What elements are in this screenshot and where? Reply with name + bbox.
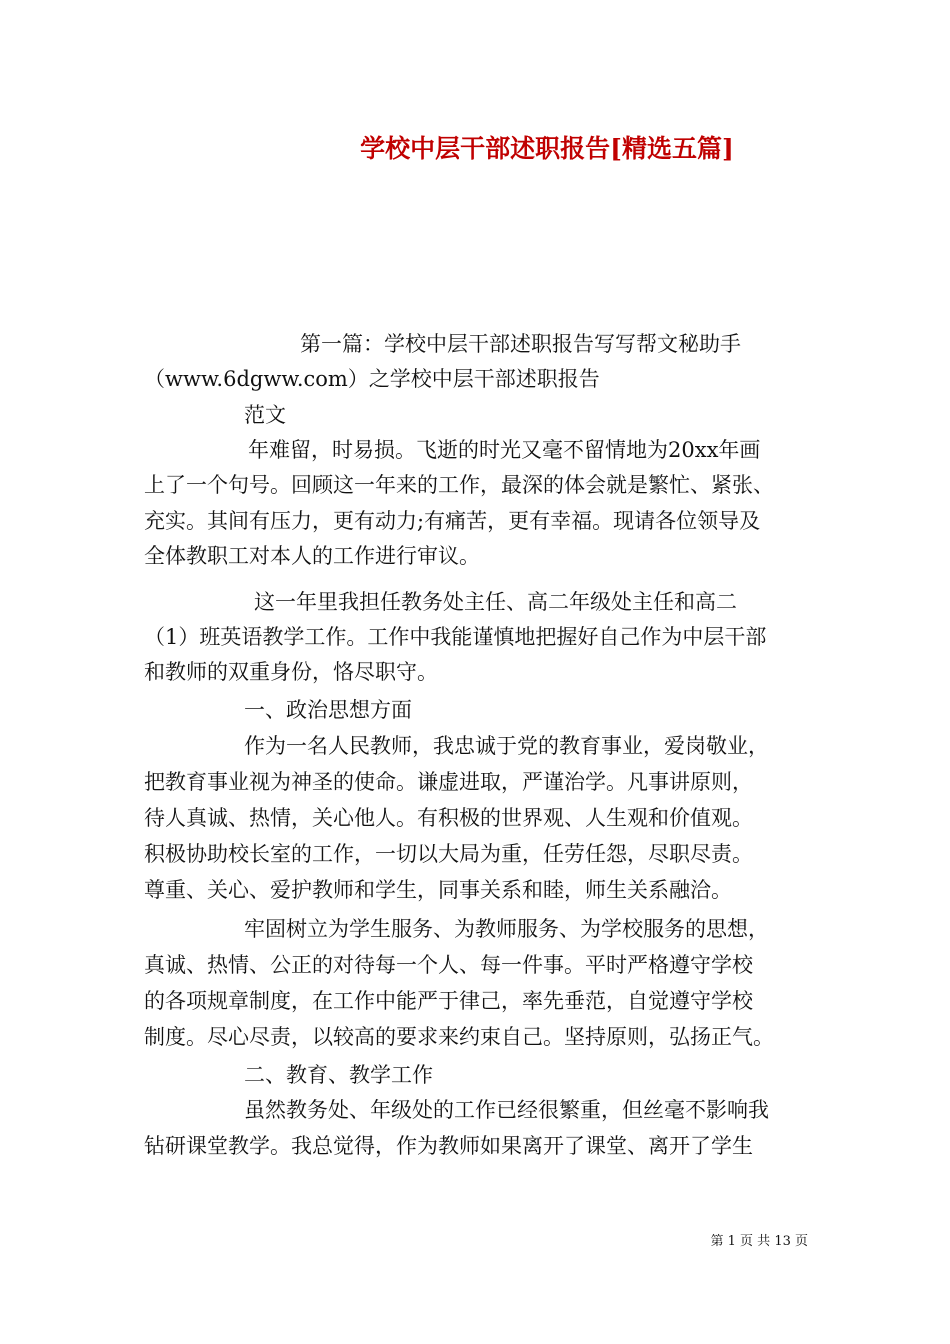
text-line: 待人真诚、热情，关心他人。有积极的世界观、人生观和价值观。 — [144, 806, 753, 830]
text-line: 第一篇：学校中层干部述职报告写写帮文秘助手 — [300, 332, 741, 356]
text-line: 全体教职工对本人的工作进行审议。 — [144, 544, 480, 568]
text-line: 制度。尽心尽责，以较高的要求来约束自己。坚持原则，弘扬正气。 — [144, 1025, 774, 1049]
text-line: 虽然教务处、年级处的工作已经很繁重，但丝毫不影响我 — [244, 1098, 769, 1122]
page-number: 第 1 页 共 13 页 — [710, 1234, 808, 1249]
text-line: 充实。其间有压力，更有动力;有痛苦，更有幸福。现请各位领导及 — [144, 509, 761, 533]
section-heading: 二、教育、教学工作 — [244, 1063, 433, 1087]
text-line: 积极协助校长室的工作，一切以大局为重，任劳任怨，尽职尽责。 — [144, 842, 753, 866]
section-heading: 一、政治思想方面 — [244, 698, 412, 722]
text-line: 牢固树立为学生服务、为教师服务、为学校服务的思想， — [244, 917, 769, 941]
text-line: 作为一名人民教师，我忠诚于党的教育事业，爱岗敬业， — [244, 734, 769, 758]
text-line: （www.6dgww.com）之学校中层干部述职报告 — [144, 367, 600, 391]
text-line: 把教育事业视为神圣的使命。谦虚进取，严谨治学。凡事讲原则， — [144, 770, 753, 794]
document-title: 学校中层干部述职报告[精选五篇] — [360, 134, 734, 163]
text-line: 的各项规章制度，在工作中能严于律己，率先垂范，自觉遵守学校 — [144, 989, 753, 1013]
text-line: 这一年里我担任教务处主任、高二年级处主任和高二 — [254, 590, 737, 614]
text-line: 年难留，时易损。飞逝的时光又毫不留情地为20xx年画 — [248, 438, 761, 462]
text-line: （1）班英语教学工作。工作中我能谨慎地把握好自己作为中层干部 — [144, 625, 767, 649]
text-line: 上了一个句号。回顾这一年来的工作，最深的体会就是繁忙、紧张、 — [144, 473, 774, 497]
text-line: 钻研课堂教学。我总觉得，作为教师如果离开了课堂、离开了学生 — [144, 1134, 753, 1158]
text-line: 范文 — [244, 403, 286, 427]
text-line: 真诚、热情、公正的对待每一个人、每一件事。平时严格遵守学校 — [144, 953, 753, 977]
text-line: 和教师的双重身份，恪尽职守。 — [144, 660, 438, 684]
text-line: 尊重、关心、爱护教师和学生，同事关系和睦，师生关系融洽。 — [144, 878, 732, 902]
